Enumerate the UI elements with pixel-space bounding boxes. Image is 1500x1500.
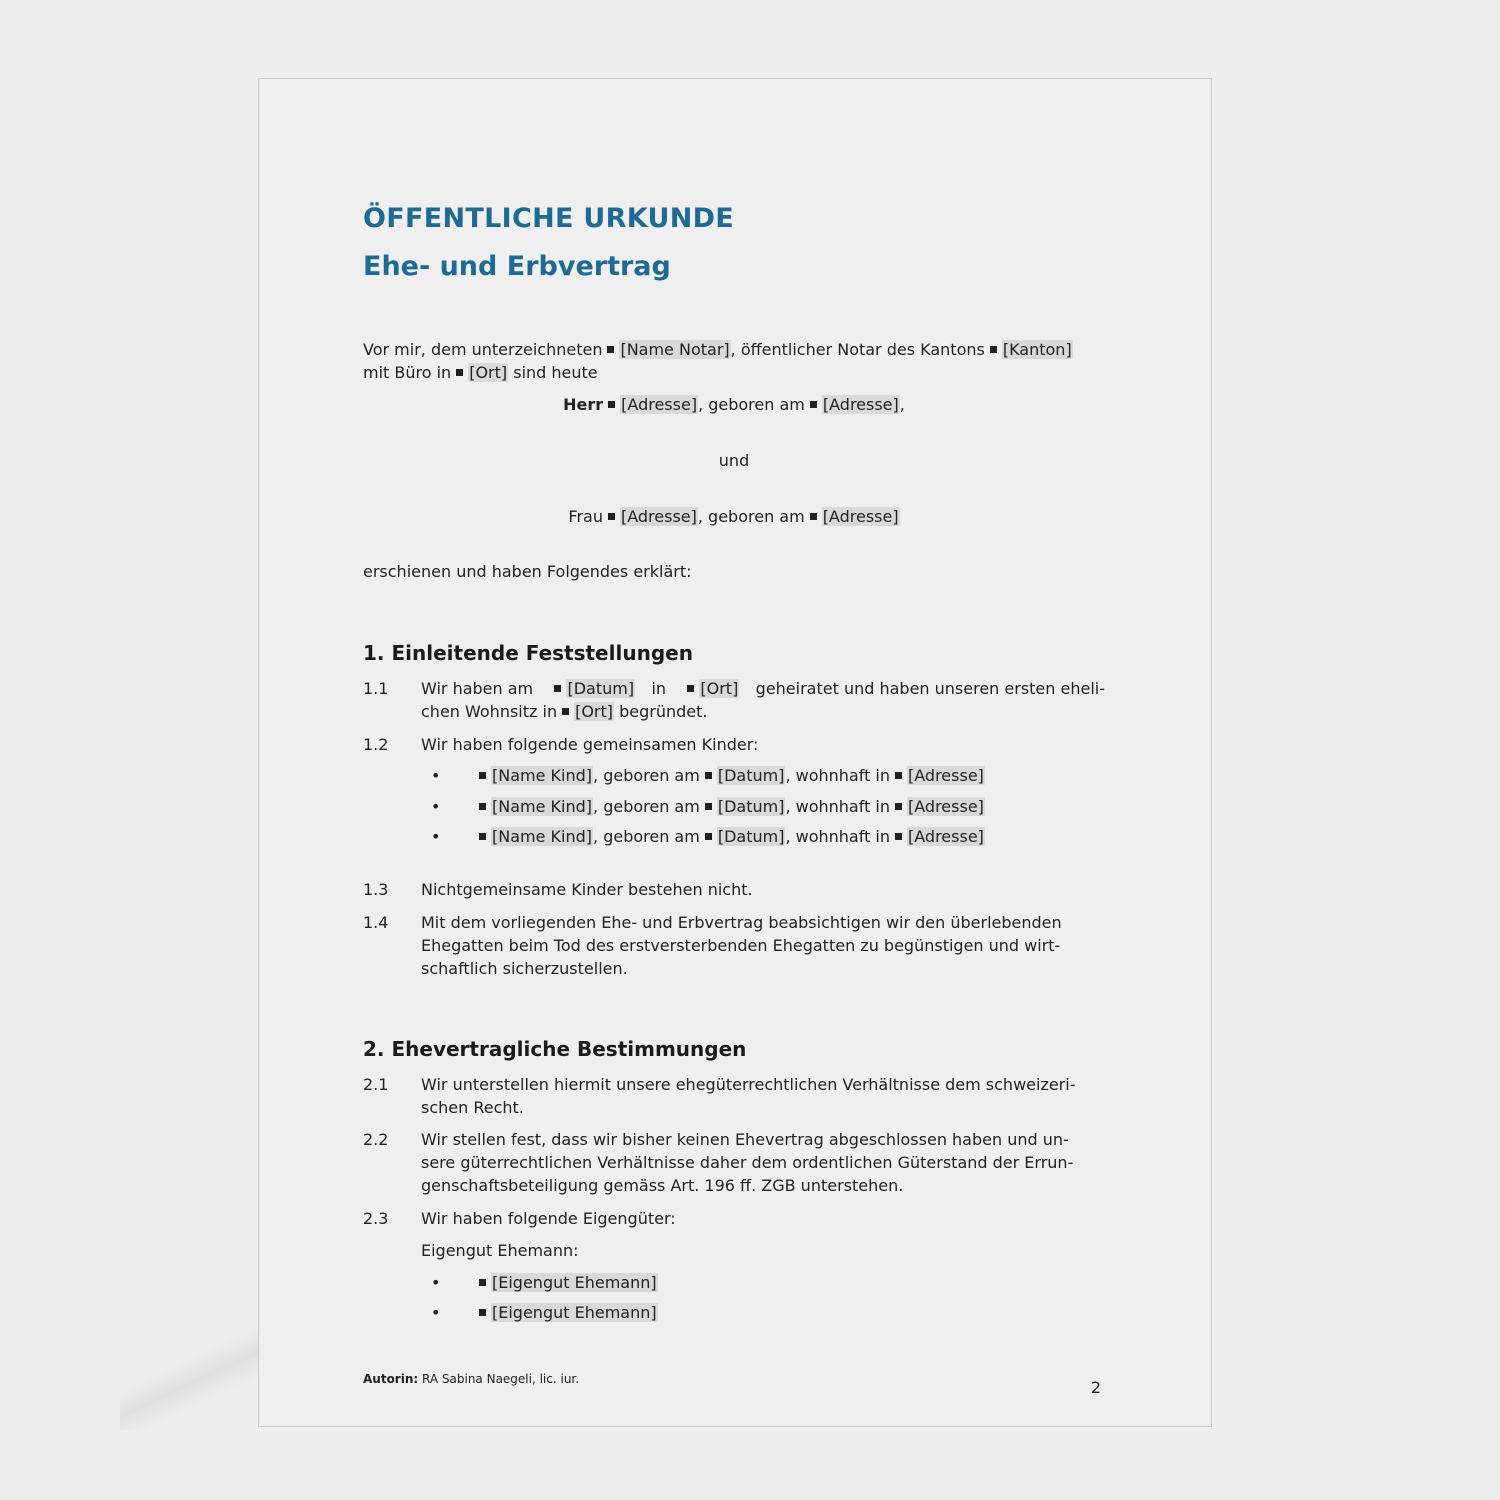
- field-marker-icon: [608, 401, 615, 408]
- field-marker-icon: [705, 772, 712, 779]
- field-marker-icon: [705, 833, 712, 840]
- placeholder-ort[interactable]: [Ort]: [700, 679, 739, 698]
- bullet-icon: •: [431, 797, 441, 816]
- field-marker-icon: [687, 685, 694, 692]
- item-number: 1.4: [363, 913, 389, 932]
- item-text: [421, 1128, 1105, 1197]
- line-text: sere güterrechtlichen Verhältnisse daher dem ordentlichen Güterstand der Errun-: [421, 1153, 1074, 1172]
- page-shadow: [120, 1320, 260, 1430]
- intro-text: mit Büro in: [363, 363, 452, 382]
- item-number: 2.3: [363, 1209, 389, 1228]
- item-text-part: chen Wohnsitz in: [421, 702, 558, 721]
- item-number: 2.1: [363, 1075, 389, 1094]
- intro-line-1: [363, 338, 1105, 361]
- herr-line: [363, 393, 1105, 416]
- placeholder-frau-adresse[interactable]: [Adresse]: [620, 507, 697, 526]
- placeholder-herr-geburt[interactable]: [Adresse]: [822, 395, 899, 414]
- herr-label: Herr: [563, 395, 604, 414]
- field-marker-icon: [479, 772, 486, 779]
- placeholder-ort[interactable]: [Ort]: [469, 363, 508, 382]
- erschienen-text: erschienen und haben Folgendes erklärt:: [363, 562, 692, 581]
- line-text: schaftlich sicherzustellen.: [421, 959, 628, 978]
- item-text-part: begründet.: [619, 702, 708, 721]
- intro-paragraph: [363, 338, 1105, 384]
- placeholder-eigengut[interactable]: [Eigengut Ehemann]: [492, 1303, 657, 1322]
- line-text: genschaftsbeteiligung gemäss Art. 196 ff. ZGB unterstehen.: [421, 1176, 904, 1195]
- placeholder-eigengut[interactable]: [Eigengut Ehemann]: [492, 1273, 657, 1292]
- placeholder-datum[interactable]: [Datum]: [717, 797, 785, 816]
- intro-text: , öffentlicher Notar des Kantons: [730, 340, 985, 359]
- item-text: [421, 911, 1105, 980]
- placeholder-adresse[interactable]: [Adresse]: [908, 797, 984, 816]
- line-text: Mit dem vorliegenden Ehe- und Erbvertrag beabsichtigen wir den überlebenden: [421, 913, 1062, 932]
- line-text: Wir unterstellen hiermit unsere ehegüterrechtlichen Verhältnisse dem schweizeri-: [421, 1075, 1076, 1094]
- field-marker-icon: [895, 803, 902, 810]
- field-marker-icon: [810, 401, 817, 408]
- footer-author: [363, 1372, 579, 1386]
- kind-text: , wohnhaft in: [785, 827, 891, 846]
- field-marker-icon: [479, 833, 486, 840]
- line-text: Ehegatten beim Tod des erstversterbenden Ehegatten zu begünstigen und wirt-: [421, 936, 1061, 955]
- field-marker-icon: [607, 346, 614, 353]
- bullet-icon: •: [431, 827, 441, 846]
- field-marker-icon: [554, 685, 561, 692]
- item-text-part: geheiratet und haben unseren ersten eheli-: [755, 679, 1105, 698]
- placeholder-ort[interactable]: [Ort]: [575, 702, 614, 721]
- kind-text: , geboren am: [593, 766, 700, 785]
- kind-text: , wohnhaft in: [785, 797, 891, 816]
- field-marker-icon: [990, 346, 997, 353]
- section-2-heading: 2. Ehevertragliche Bestimmungen: [363, 1037, 747, 1061]
- justified-line: [421, 934, 1105, 957]
- kind-text: , wohnhaft in: [785, 766, 891, 785]
- und-text: und: [718, 451, 750, 470]
- field-marker-icon: [895, 772, 902, 779]
- placeholder-adresse[interactable]: [Adresse]: [908, 827, 984, 846]
- line-text: schen Recht.: [421, 1098, 524, 1117]
- intro-text: sind heute: [513, 363, 598, 382]
- item-text: [421, 677, 1105, 723]
- frau-text: , geboren am: [697, 507, 805, 526]
- item-number: 1.3: [363, 880, 389, 899]
- field-marker-icon: [705, 803, 712, 810]
- bullet-icon: •: [431, 766, 441, 785]
- placeholder-name-notar[interactable]: [Name Notar]: [620, 340, 730, 359]
- kind-text: , geboren am: [593, 827, 700, 846]
- bullet-icon: •: [431, 1303, 441, 1322]
- field-marker-icon: [479, 803, 486, 810]
- field-marker-icon: [479, 1279, 486, 1286]
- field-marker-icon: [479, 1309, 486, 1316]
- placeholder-name-kind[interactable]: [Name Kind]: [492, 827, 593, 846]
- placeholder-name-kind[interactable]: [Name Kind]: [492, 797, 593, 816]
- document-page: [258, 78, 1212, 1427]
- item-number: 1.1: [363, 679, 389, 698]
- placeholder-adresse[interactable]: [Adresse]: [908, 766, 984, 785]
- frau-label: Frau: [568, 507, 603, 526]
- bullet-icon: •: [431, 1273, 441, 1292]
- item-text-part: Wir haben am: [421, 679, 534, 698]
- placeholder-name-kind[interactable]: [Name Kind]: [492, 766, 593, 785]
- item-text: [421, 1073, 1105, 1119]
- herr-text: , geboren am: [698, 395, 805, 414]
- item-text: Wir haben folgende gemeinsamen Kinder:: [421, 735, 759, 754]
- placeholder-datum[interactable]: [Datum]: [717, 766, 785, 785]
- eigengut-label-text: Eigengut Ehemann:: [421, 1241, 579, 1260]
- document-subtitle: Ehe- und Erbvertrag: [363, 251, 671, 282]
- item-number: 2.2: [363, 1130, 389, 1149]
- page-number: 2: [1090, 1378, 1101, 1397]
- item-number: 1.2: [363, 735, 389, 754]
- frau-line: [363, 505, 1105, 528]
- item-text: Nichtgemeinsame Kinder bestehen nicht.: [421, 880, 753, 899]
- justified-line: [421, 911, 1105, 934]
- field-marker-icon: [456, 369, 463, 376]
- footer-author-name: RA Sabina Naegeli, lic. iur.: [422, 1372, 580, 1386]
- field-marker-icon: [895, 833, 902, 840]
- placeholder-frau-geburt[interactable]: [Adresse]: [822, 507, 899, 526]
- item-text-part: in: [651, 679, 667, 698]
- kind-text: , geboren am: [593, 797, 700, 816]
- section-1-heading: 1. Einleitende Feststellungen: [363, 641, 693, 665]
- placeholder-kanton[interactable]: [Kanton]: [1002, 340, 1072, 359]
- intro-text: Vor mir, dem unterzeichneten: [363, 340, 603, 359]
- herr-text: ,: [899, 395, 905, 414]
- line-text: Wir stellen fest, dass wir bisher keinen Ehevertrag abgeschlossen haben und un-: [421, 1130, 1069, 1149]
- placeholder-datum[interactable]: [Datum]: [717, 827, 785, 846]
- field-marker-icon: [562, 708, 569, 715]
- placeholder-datum[interactable]: [Datum]: [567, 679, 635, 698]
- field-marker-icon: [810, 513, 817, 520]
- field-marker-icon: [608, 513, 615, 520]
- item-text: Wir haben folgende Eigengüter:: [421, 1209, 676, 1228]
- document-title: ÖFFENTLICHE URKUNDE: [363, 203, 735, 234]
- placeholder-herr-adresse[interactable]: [Adresse]: [621, 395, 698, 414]
- intro-line-2: [363, 361, 1105, 384]
- footer-author-label: Autorin:: [363, 1372, 419, 1386]
